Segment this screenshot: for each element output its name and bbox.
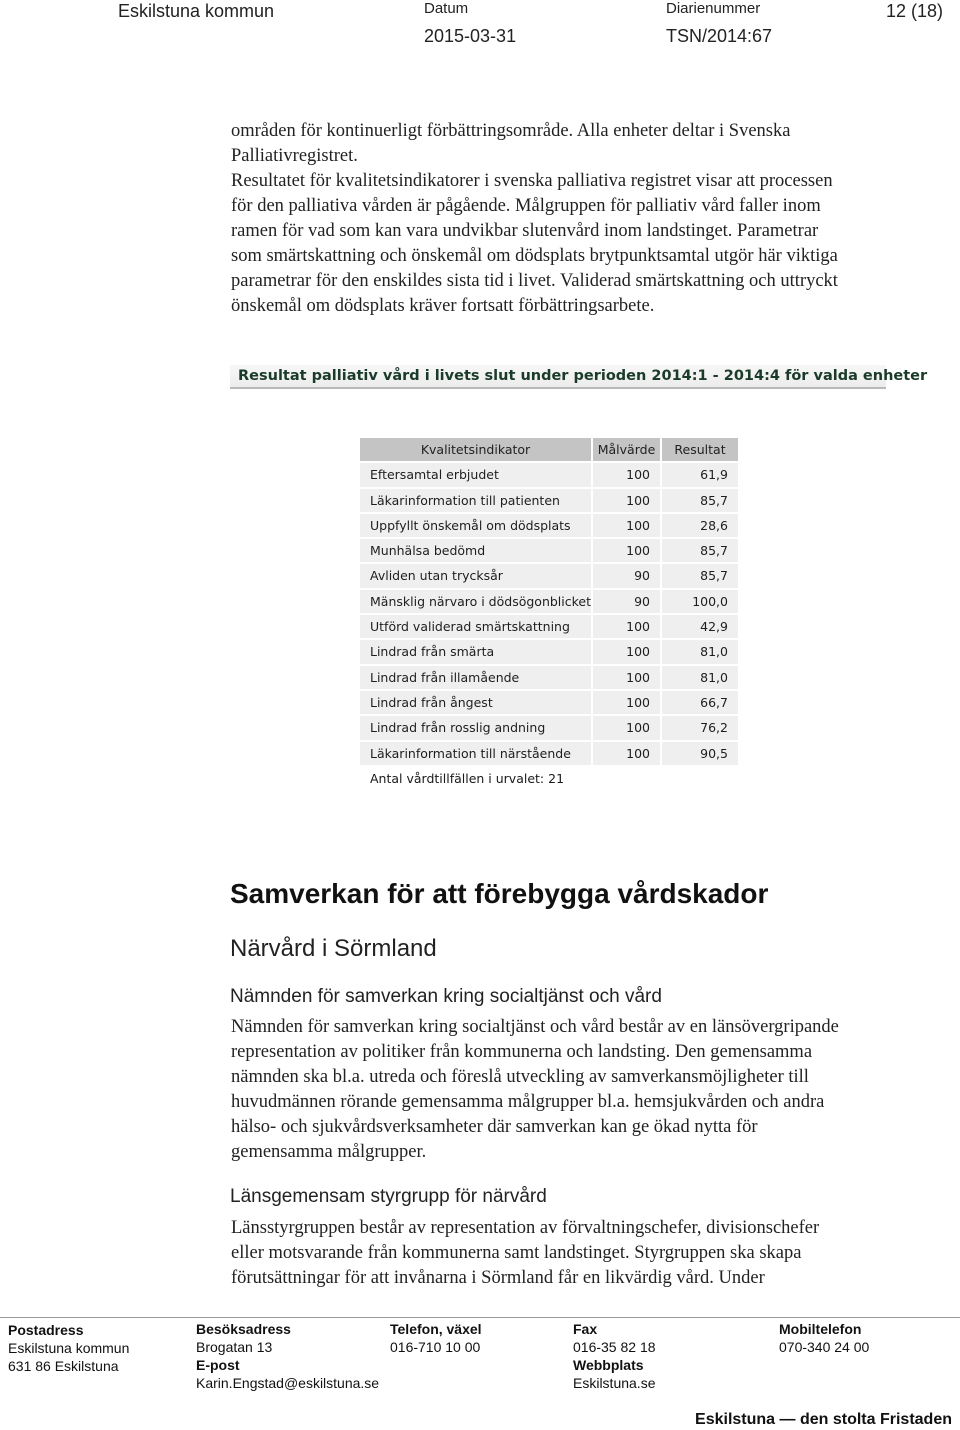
indicator-name: Lindrad från ångest [360, 691, 591, 714]
text-line: hälso- och sjukvårdsverksamheter där samverkan kan ge ökad nytta för [231, 1117, 758, 1137]
table-row [360, 640, 738, 665]
text-line: nämnden ska bl.a. utreda och föreslå utveckling av samverkansmöjligheter till [231, 1067, 809, 1087]
indicator-name: Lindrad från smärta [360, 640, 591, 663]
text-line: gemensamma målgrupper. [231, 1142, 427, 1162]
intro-paragraph [231, 119, 951, 319]
telefon-value: 016-710 10 00 [390, 1339, 481, 1355]
results-banner: Resultat palliativ vård i livets slut under perioden 2014:1 - 2014:4 för valda enheter [230, 365, 886, 389]
target-value: 100 [593, 666, 660, 689]
table-row [360, 564, 738, 589]
text-line: ramen för vad som kan vara undvikbar slutenvård inom landstinget. Parametrar [231, 221, 819, 241]
target-value: 100 [593, 615, 660, 638]
epost-value[interactable]: Karin.Engstad@eskilstuna.se [196, 1375, 380, 1391]
footer-telefon [390, 1320, 482, 1356]
table-row [360, 742, 738, 767]
heading-nfs: Nämnden för samverkan kring socialtjänst och vård [230, 986, 662, 1007]
result-value: 28,6 [662, 514, 738, 537]
result-value: 66,7 [662, 691, 738, 714]
text-line: Nämnden för samverkan kring socialtjänst och vård består av en länsövergripande [231, 1017, 839, 1037]
subsection-title: Närvård i Sörmland [230, 935, 437, 962]
target-value: 100 [593, 691, 660, 714]
target-value: 100 [593, 716, 660, 739]
date-value: 2015-03-31 [424, 26, 517, 46]
target-value: 100 [593, 514, 660, 537]
text-line: parametrar för den enskildes sista tid i livet. Validerad smärtskattning och uttryckt [231, 271, 838, 291]
text-line: eller motsvarande från kommunerna samt landstinget. Styrgruppen ska skapa [231, 1243, 802, 1263]
besok-label: Besöksadress [196, 1321, 291, 1337]
table-row [360, 716, 738, 741]
table-row [360, 514, 738, 539]
text-line: områden för kontinuerligt förbättringsområde. Alla enheter deltar i Svenska [231, 121, 791, 141]
text-line: som smärtskattning och önskemål om dödsplats brytpunktsamtal utgör här viktiga [231, 246, 838, 266]
page-number: 12 (18) [886, 1, 944, 21]
column-header-target: Målvärde [593, 438, 660, 461]
table-row [360, 489, 738, 514]
table-row [360, 463, 738, 488]
target-value: 90 [593, 564, 660, 587]
result-value: 81,0 [662, 640, 738, 663]
epost-label: E-post [196, 1357, 240, 1373]
dnr-label: Diarienummer [666, 0, 761, 17]
target-value: 100 [593, 640, 660, 663]
footer-mobil [779, 1320, 869, 1356]
footer-postadress [8, 1321, 129, 1375]
result-value: 85,7 [662, 539, 738, 562]
indicator-name: Läkarinformation till närstående [360, 742, 591, 765]
result-value: 42,9 [662, 615, 738, 638]
target-value: 90 [593, 590, 660, 613]
result-value: 81,0 [662, 666, 738, 689]
indicator-name: Uppfyllt önskemål om dödsplats [360, 514, 591, 537]
fax-label: Fax [573, 1321, 598, 1337]
table-footer-row [360, 767, 738, 792]
result-value: 90,5 [662, 742, 738, 765]
text-line: Länsstyrgruppen består av representation av förvaltningschefer, divisionschefer [231, 1218, 820, 1238]
table-row [360, 691, 738, 716]
mobil-value: 070-340 24 00 [779, 1339, 870, 1355]
indicator-name: Munhälsa bedömd [360, 539, 591, 562]
date-label: Datum [424, 0, 469, 17]
result-value: 85,7 [662, 489, 738, 512]
footer-slogan: Eskilstuna — den stolta Fristaden [695, 1411, 952, 1428]
fax-value: 016-35 82 18 [573, 1339, 656, 1355]
text-line: önskemål om dödsplats kräver fortsatt förbättringsarbete. [231, 296, 655, 316]
quality-indicator-table [360, 438, 738, 792]
target-value: 100 [593, 463, 660, 486]
column-header-result: Resultat [662, 438, 738, 461]
indicator-name: Lindrad från rosslig andning [360, 716, 591, 739]
table-row [360, 666, 738, 691]
text-line: representation av politiker från kommunerna och landsting. Den gemensamma [231, 1042, 813, 1062]
nfs-paragraph [231, 1015, 951, 1165]
result-value: 61,9 [662, 463, 738, 486]
indicator-name: Mänsklig närvaro i dödsögonblicket [360, 590, 591, 613]
lsg-paragraph [231, 1216, 951, 1291]
result-value: 85,7 [662, 564, 738, 587]
indicator-name: Läkarinformation till patienten [360, 489, 591, 512]
indicator-name: Eftersamtal erbjudet [360, 463, 591, 486]
footer-divider [0, 1317, 960, 1318]
text-line: Palliativregistret. [231, 146, 358, 166]
postadress-line: 631 86 Eskilstuna [8, 1358, 119, 1374]
footer-besok [196, 1320, 379, 1392]
target-value: 100 [593, 742, 660, 765]
footer-fax [573, 1320, 656, 1392]
text-line: för den palliativa vården är pågående. Målgruppen för palliativ vård faller inom [231, 196, 821, 216]
text-line: Resultatet för kvalitetsindikatorer i svenska palliativa registret visar att processen [231, 171, 833, 191]
telefon-label: Telefon, växel [390, 1321, 482, 1337]
dnr-value: TSN/2014:67 [666, 26, 773, 46]
webb-label: Webbplats [573, 1357, 644, 1373]
text-line: huvudmännen rörande gemensamma målgrupper bl.a. hemsjukvården och andra [231, 1092, 825, 1112]
table-header-row [360, 438, 738, 463]
postadress-line: Eskilstuna kommun [8, 1340, 130, 1356]
target-value: 100 [593, 539, 660, 562]
indicator-name: Utförd validerad smärtskattning [360, 615, 591, 638]
result-value: 76,2 [662, 716, 738, 739]
org-name: Eskilstuna kommun [118, 1, 275, 21]
sample-count: Antal vårdtillfällen i urvalet: 21 [360, 767, 620, 790]
section-title: Samverkan för att förebygga vårdskador [230, 878, 769, 909]
table-row [360, 590, 738, 615]
mobil-label: Mobiltelefon [779, 1321, 862, 1337]
indicator-name: Avliden utan trycksår [360, 564, 591, 587]
heading-lsg: Länsgemensam styrgrupp för närvård [230, 1186, 547, 1207]
webb-value[interactable]: Eskilstuna.se [573, 1375, 656, 1391]
target-value: 100 [593, 489, 660, 512]
indicator-name: Lindrad från illamående [360, 666, 591, 689]
text-line: förutsättningar för att invånarna i Sörmland får en likvärdig vård. Under [231, 1268, 765, 1288]
postadress-label: Postadress [8, 1322, 84, 1338]
besok-value: Brogatan 13 [196, 1339, 273, 1355]
result-value: 100,0 [662, 590, 738, 613]
table-row [360, 539, 738, 564]
column-header-indicator: Kvalitetsindikator [360, 438, 591, 461]
table-row [360, 615, 738, 640]
